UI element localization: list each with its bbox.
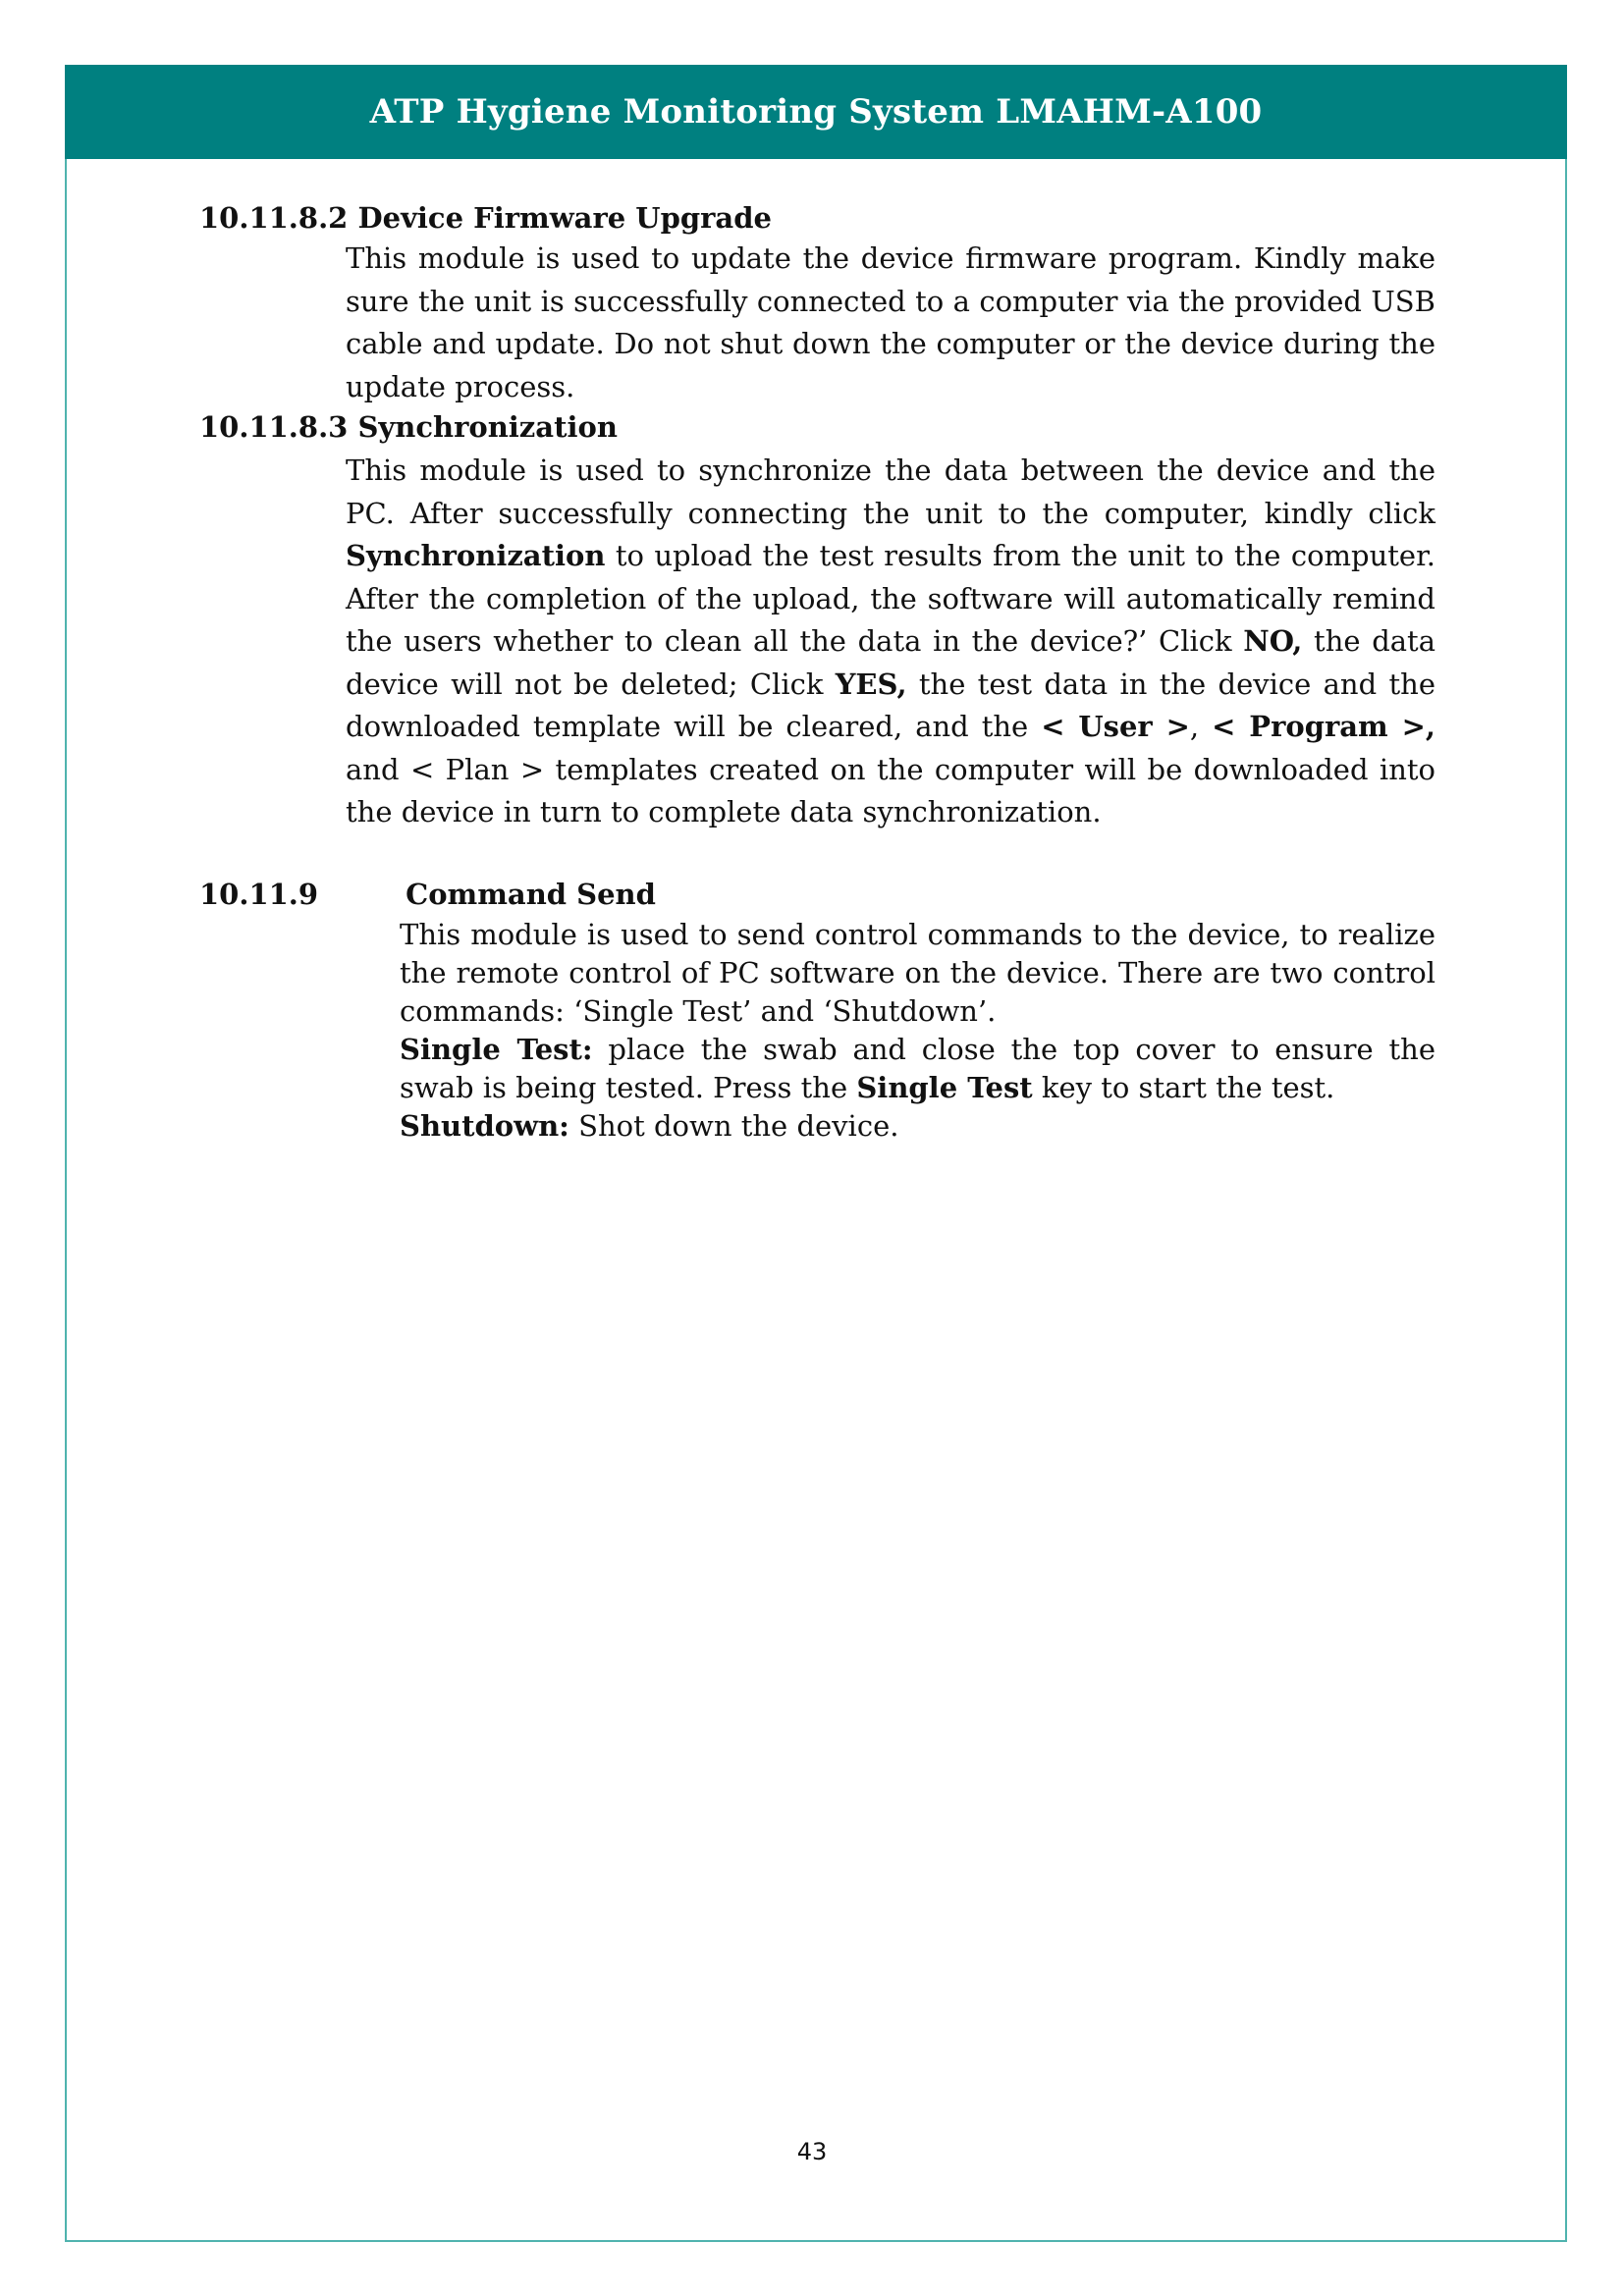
section-body-firmware: This module is used to update the device firmware program. Kindly make sure the unit is successfully connected to a computer via the provided USB cable and update. Do not shut down the computer or the device during the update process.: [346, 241, 1435, 403]
section-body-command-send: [400, 916, 1435, 1146]
section-heading-firmware: [199, 196, 772, 240]
document-header: [65, 65, 1567, 159]
shutdown-label: Shutdown:: [400, 1109, 569, 1143]
body-text: to upload the test results from the unit to the computer. After the completion of the upload, the software will automatically remind the users whether to clean all the data in the device?’ Click: [346, 539, 1435, 658]
section-body-synchronization: [346, 450, 1435, 834]
section-number: 10.11.8.3: [199, 410, 349, 444]
section-heading-synchronization: [199, 405, 618, 449]
body-text: and < Plan > templates created on the computer will be downloaded into the device in turn to complete data synchronization.: [346, 752, 1435, 828]
shutdown-description: [400, 1107, 1435, 1146]
emphasis-no: NO,: [1243, 624, 1303, 658]
body-text: the test data in the device and the downloaded template will be cleared, and the: [346, 667, 1435, 743]
emphasis-yes: YES,: [835, 667, 907, 701]
emphasis-synchronization: Synchronization: [346, 539, 606, 572]
body-text: the data device will not be deleted; Click: [346, 624, 1435, 701]
body-text: This module is used to synchronize the data between the device and the PC. After successfully connecting the unit to the computer, kindly click: [346, 454, 1435, 530]
emphasis-program: < Program >,: [1212, 710, 1435, 743]
single-test-key: Single Test: [856, 1071, 1033, 1104]
section-title: Synchronization: [357, 410, 618, 444]
body-text: ,: [1189, 710, 1213, 743]
single-test-label: Single Test:: [400, 1033, 593, 1066]
section-title: Device Firmware Upgrade: [357, 201, 772, 235]
single-test-description: [400, 1031, 1435, 1107]
section-heading-command-send: [199, 873, 656, 916]
document-title: ATP Hygiene Monitoring System LMAHM-A100: [369, 92, 1263, 132]
body-text: place the swab and close the top cover to ensure the swab is being tested. Press the: [400, 1033, 1435, 1104]
section-title: Command Send: [406, 878, 656, 911]
body-text: key to start the test.: [1032, 1071, 1335, 1104]
section-number: 10.11.9: [199, 878, 319, 911]
section-number: 10.11.8.2: [199, 201, 349, 235]
page-number: 43: [796, 2138, 828, 2165]
command-intro: This module is used to send control commands to the device, to realize the remote control of PC software on the device. There are two control commands: ‘Single Test’ and ‘Shutdown’.: [400, 918, 1435, 1028]
emphasis-user: < User >: [1041, 710, 1190, 743]
body-text: Shot down the device.: [568, 1109, 899, 1143]
